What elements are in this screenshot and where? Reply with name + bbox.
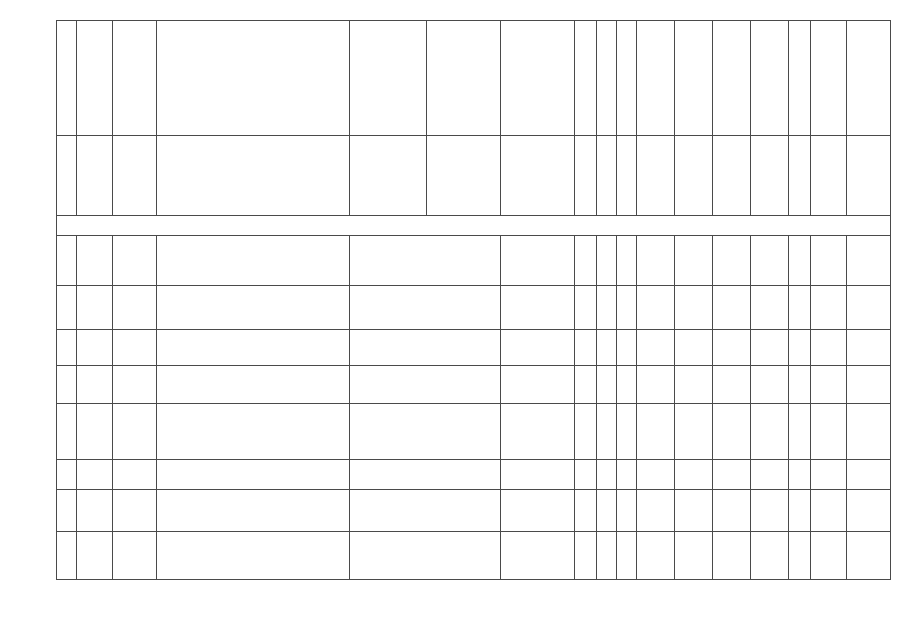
route-streets [350, 136, 427, 216]
table-row [57, 490, 891, 532]
vehicle-count [789, 236, 811, 286]
route-length-back [617, 490, 637, 532]
route-length-back [617, 236, 637, 286]
route-length-total [575, 236, 597, 286]
route-length-back [617, 460, 637, 490]
vehicle-class [751, 490, 789, 532]
tariff-type [675, 21, 713, 136]
route-stops [157, 136, 350, 216]
route-length-forward [597, 490, 617, 532]
table-row [57, 460, 891, 490]
start-date [811, 366, 847, 404]
route-streets [350, 21, 427, 136]
vehicle-class [751, 330, 789, 366]
route-path-back [501, 460, 575, 490]
boarding-order [637, 532, 675, 580]
route-length-total [575, 286, 597, 330]
route-path-forward [350, 404, 501, 460]
route-length-forward [597, 366, 617, 404]
tariff-type [675, 136, 713, 216]
route-name [113, 21, 157, 136]
boarding-order [637, 366, 675, 404]
vehicle-class [751, 366, 789, 404]
vehicle-class [751, 136, 789, 216]
route-length-total [575, 460, 597, 490]
boarding-order [637, 330, 675, 366]
start-date [811, 286, 847, 330]
carrier-info [847, 236, 891, 286]
row-number [57, 21, 77, 136]
carrier-info [847, 21, 891, 136]
start-date [811, 460, 847, 490]
route-stops [157, 330, 350, 366]
route-length-back [617, 330, 637, 366]
route-path-forward [350, 330, 501, 366]
section-row [57, 216, 891, 236]
carrier-info [847, 136, 891, 216]
table-row [57, 330, 891, 366]
route-stops [157, 532, 350, 580]
vehicle-class [751, 236, 789, 286]
route-length-total [575, 330, 597, 366]
routes-table [56, 20, 891, 580]
route-reg-number [77, 404, 113, 460]
route-path-back [501, 136, 575, 216]
route-path-forward [350, 532, 501, 580]
tariff-type [675, 404, 713, 460]
vehicle-count [789, 404, 811, 460]
carrier-info [847, 286, 891, 330]
vehicle-class [751, 404, 789, 460]
vehicle-count [789, 21, 811, 136]
section-heading [57, 216, 891, 236]
tariff-type [675, 460, 713, 490]
route-path-back [501, 236, 575, 286]
vehicle-type [713, 136, 751, 216]
vehicle-class [751, 460, 789, 490]
tariff-type [675, 532, 713, 580]
route-length-forward [597, 21, 617, 136]
route-path-back [501, 366, 575, 404]
row-number [57, 366, 77, 404]
route-length-total [575, 532, 597, 580]
start-date [811, 490, 847, 532]
route-reg-number [77, 136, 113, 216]
table-row [57, 136, 891, 216]
route-length-forward [597, 532, 617, 580]
route-length-forward [597, 236, 617, 286]
table-row [57, 21, 891, 136]
row-number [57, 404, 77, 460]
route-name [113, 286, 157, 330]
route-stops [157, 21, 350, 136]
route-length-total [575, 404, 597, 460]
vehicle-count [789, 330, 811, 366]
row-number [57, 136, 77, 216]
vehicle-type [713, 236, 751, 286]
vehicle-count [789, 460, 811, 490]
route-name [113, 404, 157, 460]
vehicle-count [789, 136, 811, 216]
route-length-back [617, 404, 637, 460]
boarding-order [637, 490, 675, 532]
tariff-type [675, 286, 713, 330]
boarding-order [637, 236, 675, 286]
tariff-type [675, 236, 713, 286]
vehicle-class [751, 21, 789, 136]
table-row [57, 236, 891, 286]
start-date [811, 330, 847, 366]
boarding-order [637, 286, 675, 330]
route-path-back [501, 330, 575, 366]
route-path-back [501, 490, 575, 532]
row-number [57, 330, 77, 366]
route-length-back [617, 286, 637, 330]
route-stops [157, 366, 350, 404]
vehicle-count [789, 286, 811, 330]
carrier-info [847, 532, 891, 580]
route-path-forward [350, 460, 501, 490]
route-path-forward [350, 236, 501, 286]
tariff-type [675, 366, 713, 404]
vehicle-type [713, 490, 751, 532]
route-name [113, 366, 157, 404]
route-length-forward [597, 330, 617, 366]
route-stops [157, 460, 350, 490]
route-reg-number [77, 490, 113, 532]
vehicle-type [713, 366, 751, 404]
table-row [57, 532, 891, 580]
vehicle-type [713, 404, 751, 460]
row-number [57, 460, 77, 490]
route-stops [157, 490, 350, 532]
row-number [57, 286, 77, 330]
start-date [811, 21, 847, 136]
route-name [113, 490, 157, 532]
route-path-forward [350, 490, 501, 532]
row-number [57, 236, 77, 286]
route-path-forward [350, 366, 501, 404]
route-length-total [575, 136, 597, 216]
route-path-back [501, 532, 575, 580]
boarding-order [637, 460, 675, 490]
route-length-back [617, 21, 637, 136]
route-length-forward [597, 286, 617, 330]
route-path-back [501, 286, 575, 330]
carrier-info [847, 366, 891, 404]
route-reg-number [77, 532, 113, 580]
route-name [113, 330, 157, 366]
vehicle-type [713, 330, 751, 366]
route-stops [157, 236, 350, 286]
route-length-forward [597, 404, 617, 460]
route-name [113, 460, 157, 490]
route-reg-number [77, 21, 113, 136]
route-path-back [501, 21, 575, 136]
route-name [113, 532, 157, 580]
route-reg-number [77, 286, 113, 330]
route-path-back [501, 404, 575, 460]
route-length-forward [597, 460, 617, 490]
table-row [57, 286, 891, 330]
vehicle-type [713, 532, 751, 580]
start-date [811, 236, 847, 286]
vehicle-count [789, 532, 811, 580]
boarding-order [637, 21, 675, 136]
route-reg-number [77, 460, 113, 490]
carrier-info [847, 330, 891, 366]
vehicle-type [713, 21, 751, 136]
start-date [811, 404, 847, 460]
tariff-type [675, 330, 713, 366]
route-length-total [575, 366, 597, 404]
route-reg-number [77, 330, 113, 366]
route-length-back [617, 532, 637, 580]
route-length-back [617, 136, 637, 216]
vehicle-count [789, 366, 811, 404]
route-stops [157, 286, 350, 330]
route-reg-number [77, 366, 113, 404]
tariff-type [675, 490, 713, 532]
route-reg-number [77, 236, 113, 286]
route-length-forward [597, 136, 617, 216]
vehicle-class [751, 532, 789, 580]
route-length-total [575, 490, 597, 532]
route-path-forward [350, 286, 501, 330]
start-date [811, 136, 847, 216]
carrier-info [847, 404, 891, 460]
table-row [57, 366, 891, 404]
route-path-forward [427, 21, 501, 136]
carrier-info [847, 460, 891, 490]
carrier-info [847, 490, 891, 532]
route-stops [157, 404, 350, 460]
boarding-order [637, 136, 675, 216]
row-number [57, 532, 77, 580]
route-name [113, 136, 157, 216]
table-row [57, 404, 891, 460]
row-number [57, 490, 77, 532]
start-date [811, 532, 847, 580]
route-name [113, 236, 157, 286]
route-length-back [617, 366, 637, 404]
boarding-order [637, 404, 675, 460]
vehicle-type [713, 286, 751, 330]
vehicle-type [713, 460, 751, 490]
route-path-forward [427, 136, 501, 216]
vehicle-count [789, 490, 811, 532]
route-length-total [575, 21, 597, 136]
vehicle-class [751, 286, 789, 330]
